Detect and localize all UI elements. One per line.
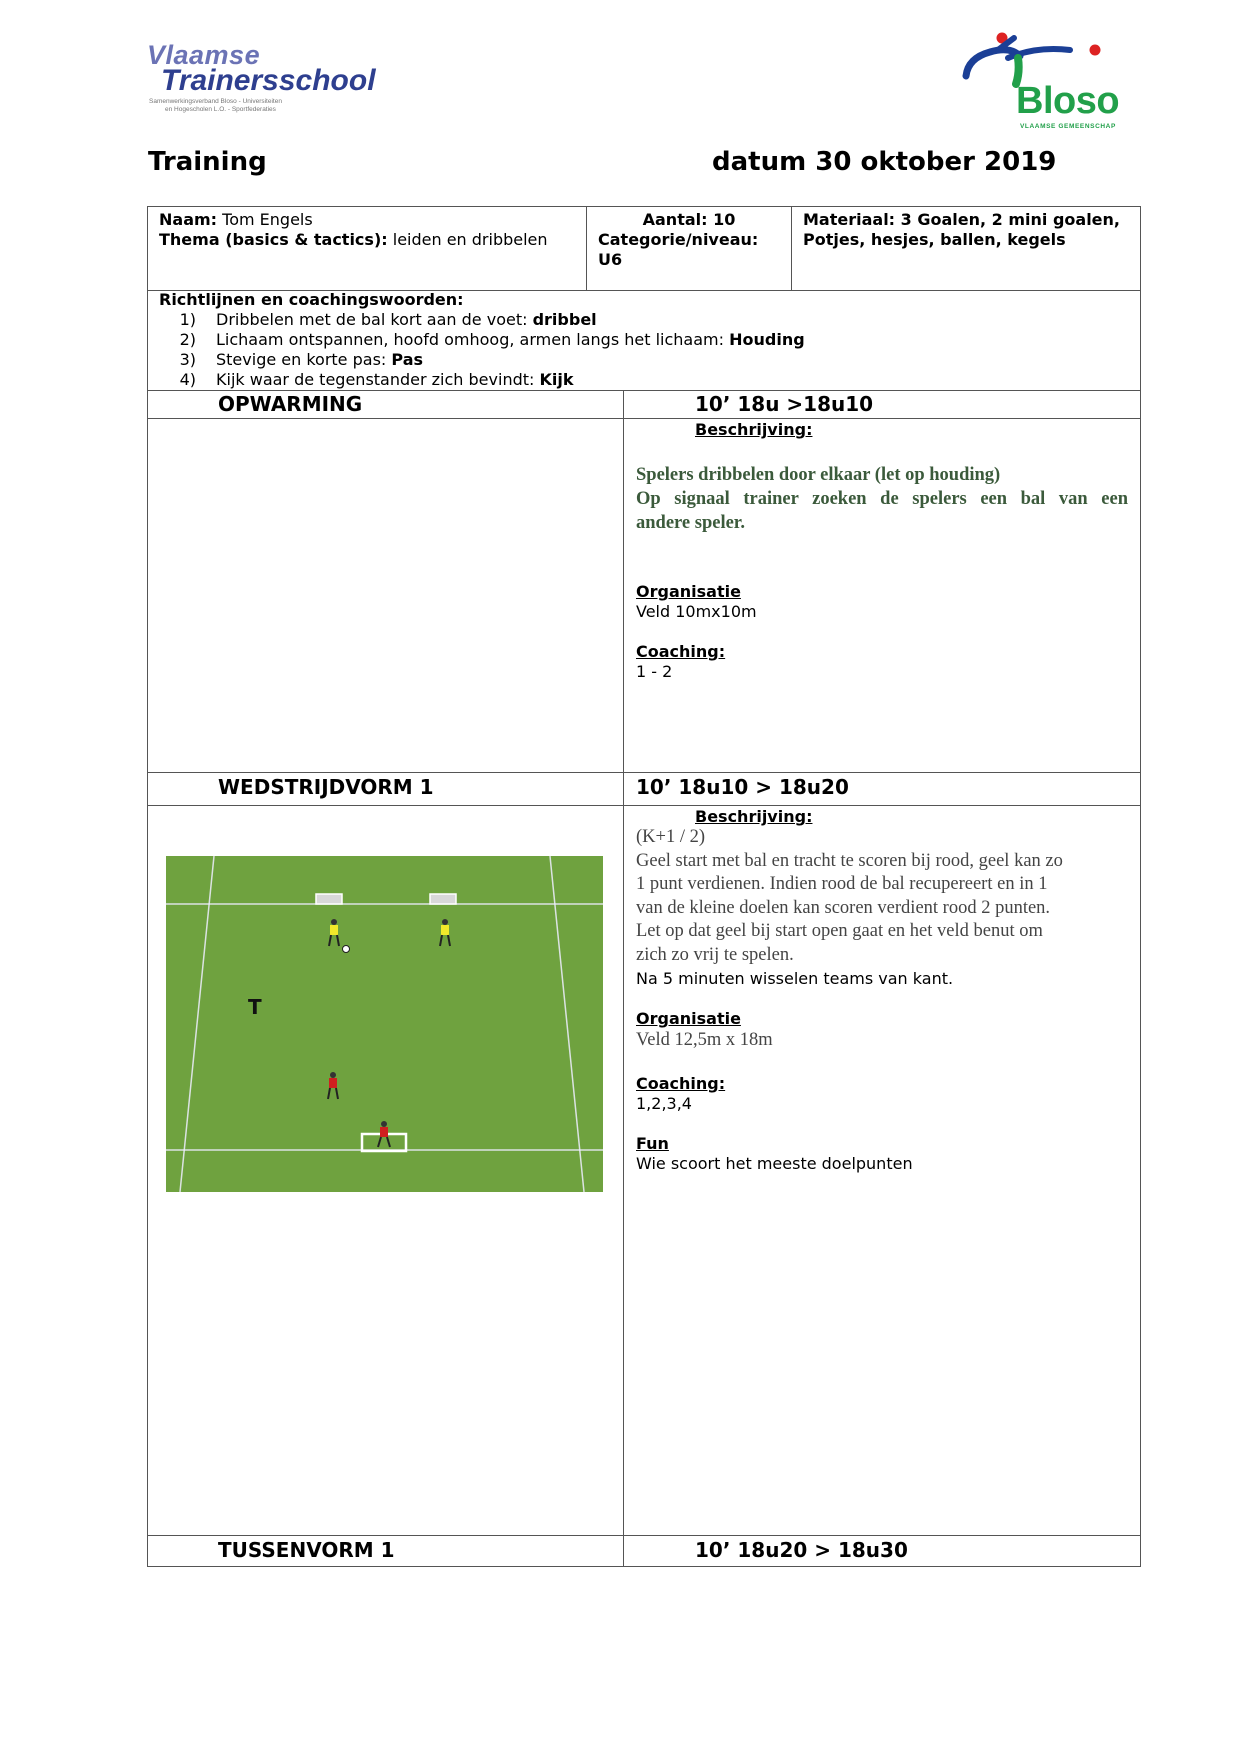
guidelines-title: Richtlijnen en coachingswoorden: <box>159 290 464 309</box>
field-grass <box>166 856 603 1192</box>
document-date: datum 30 oktober 2019 <box>712 147 1057 177</box>
aantal: Aantal: 10 <box>642 210 736 229</box>
opwarming-time: 10’ 18u >18u10 <box>695 392 874 416</box>
row-divider <box>147 772 1141 773</box>
row-divider <box>147 1535 1141 1536</box>
column-divider <box>623 390 624 1567</box>
divider <box>791 206 792 291</box>
wedstrijdvorm-time: 10’ 18u10 > 18u20 <box>636 775 849 799</box>
opwarming-organisatie-value: Veld 10mx10m <box>636 602 757 621</box>
mini-goal <box>316 894 342 904</box>
tussenvorm-title: TUSSENVORM 1 <box>218 1538 395 1562</box>
guideline-item: 4) Kijk waar de tegenstander zich bevindt: Kijk <box>179 370 574 389</box>
logo-text-line2: Trainersschool <box>161 64 376 97</box>
wedstrijdvorm-desc-line: Geel start met bal en tracht te scoren bij rood, geel kan zo <box>636 851 1063 871</box>
opwarming-desc-line: andere speler. <box>636 513 745 533</box>
opwarming-coaching-value: 1 - 2 <box>636 662 673 681</box>
row-divider <box>147 805 1141 806</box>
wedstrijdvorm-desc-line: (K+1 / 2) <box>636 827 706 847</box>
wedstrijdvorm-desc-line: Let op dat geel bij start open gaat en het veld benut om <box>636 921 1043 941</box>
opwarming-coaching-label: Coaching: <box>636 642 726 661</box>
opwarming-title: OPWARMING <box>218 392 363 416</box>
document-title: Training <box>148 147 267 177</box>
guideline-item: 2) Lichaam ontspannen, hoofd omhoog, armen langs het lichaam: Houding <box>179 330 805 349</box>
row-divider <box>147 418 1141 419</box>
mini-goal <box>430 894 456 904</box>
naam-row <box>159 210 313 230</box>
opwarming-beschrijving-label: Beschrijving: <box>695 420 813 439</box>
naam-value: Tom Engels <box>217 210 313 229</box>
divider <box>586 206 587 291</box>
wedstrijdvorm-title: WEDSTRIJDVORM 1 <box>218 775 434 799</box>
ball-icon <box>343 946 350 953</box>
wedstrijdvorm-organisatie-value: Veld 12,5m x 18m <box>636 1030 773 1050</box>
trainer-marker: T <box>248 995 262 1019</box>
wedstrijdvorm-beschrijving-label: Beschrijving: <box>695 807 813 826</box>
opwarming-desc-line: Op signaal trainer zoeken de spelers een bal van een <box>636 489 1128 509</box>
wedstrijdvorm-organisatie-label: Organisatie <box>636 1009 741 1028</box>
field-diagram <box>166 856 603 1192</box>
logo-subtext-2: en Hogescholen L.O. - Sportfederaties <box>165 106 276 113</box>
materiaal-line2: Potjes, hesjes, ballen, kegels <box>803 230 1066 249</box>
wedstrijdvorm-switch: Na 5 minuten wisselen teams van kant. <box>636 969 954 988</box>
opwarming-organisatie-label: Organisatie <box>636 582 741 601</box>
logo-text-line1: Vlaamse <box>147 40 261 70</box>
thema-row <box>159 230 548 250</box>
categorie-value: U6 <box>598 250 623 269</box>
wedstrijdvorm-coaching-label: Coaching: <box>636 1074 726 1093</box>
thema-value: leiden en dribbelen <box>387 230 548 249</box>
materiaal-line1: Materiaal: 3 Goalen, 2 mini goalen, <box>803 210 1120 229</box>
bloso-figure-icon <box>958 28 1138 88</box>
thema-label: Thema (basics & tactics): <box>159 230 388 249</box>
wedstrijdvorm-desc-line: van de kleine doelen kan scoren verdient rood 2 punten. <box>636 898 1051 918</box>
wedstrijdvorm-desc-line: zich zo vrij te spelen. <box>636 945 794 965</box>
wedstrijdvorm-desc-line: 1 punt verdienen. Indien rood de bal recupereert en in 1 <box>636 874 1048 894</box>
wedstrijdvorm-fun-label: Fun <box>636 1134 669 1153</box>
opwarming-desc-line: Spelers dribbelen door elkaar (let op houding) <box>636 465 1001 485</box>
guideline-item: 3) Stevige en korte pas: Pas <box>179 350 424 369</box>
bloso-logo <box>958 28 1138 133</box>
bloso-wordmark: Bloso <box>1016 80 1120 122</box>
wedstrijdvorm-coaching-value: 1,2,3,4 <box>636 1094 692 1113</box>
vlaamse-trainersschool-logo <box>147 40 377 120</box>
guideline-item: 1) Dribbelen met de bal kort aan de voet: dribbel <box>179 310 597 329</box>
naam-label: Naam: <box>159 210 218 229</box>
categorie-label: Categorie/niveau: <box>598 230 759 249</box>
wedstrijdvorm-fun-value: Wie scoort het meeste doelpunten <box>636 1154 913 1173</box>
bloso-subtitle: VLAAMSE GEMEENSCHAP <box>1020 123 1116 130</box>
logo-subtext-1: Samenwerkingsverband Bloso - Universiteiten <box>149 98 282 105</box>
tussenvorm-time: 10’ 18u20 > 18u30 <box>695 1538 908 1562</box>
